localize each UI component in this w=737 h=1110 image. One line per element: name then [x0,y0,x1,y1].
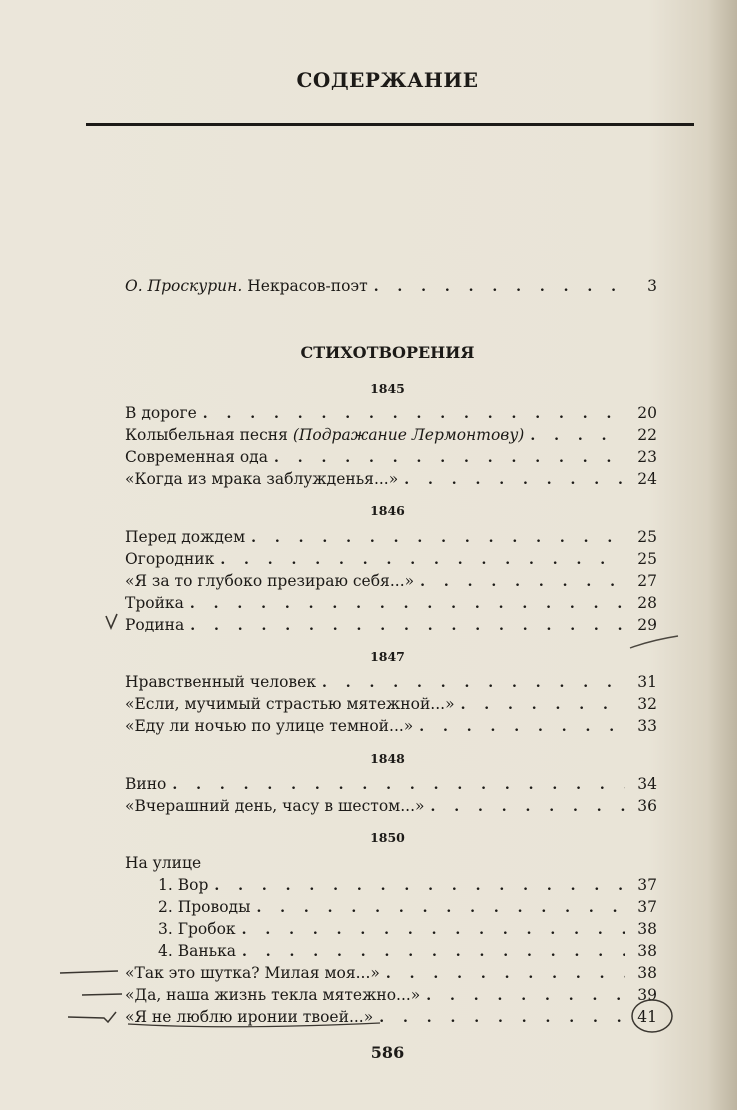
entry-title: 2. Проводы [158,898,251,916]
underline-mark [630,636,678,648]
page-ref: 3 [647,277,657,295]
entry-title: «Еду ли ночью по улице темной...» [125,717,414,735]
entry-title: «Так это шутка? Милая моя...» [125,964,380,982]
underline-mark [128,1023,380,1027]
entry-title: 1. Вор [158,876,209,894]
page-ref: 38 [637,920,657,938]
entry-title: «Я за то глубоко презираю себя...» [125,572,415,590]
entry-title: Родина [125,616,185,634]
checkmark-icon [106,614,117,628]
page-ref: 28 [637,594,657,612]
page-ref: 36 [637,797,657,815]
page-title: СОДЕРЖАНИЕ [296,68,479,92]
margin-dash [68,1012,116,1022]
circle-mark [632,1000,672,1032]
entry-subtitle: (Подражание Лермонтову) [292,426,525,444]
page-ref: 25 [637,550,657,568]
entry-title: 3. Гробок [158,920,236,938]
year-heading: 1845 [370,381,405,396]
page-ref: 25 [637,528,657,546]
entry-title: Колыбельная песня [125,426,288,444]
margin-dash [60,971,118,973]
entry-title: Перед дождем [125,528,246,546]
entry-title: «Да, наша жизнь текла мятежно...» [125,986,421,1004]
margin-dash [82,994,122,995]
entry-title: Вино [125,775,167,793]
year-heading: 1848 [370,751,405,766]
year-heading: 1847 [370,649,405,664]
page-ref: 33 [637,717,657,735]
page-number: 586 [370,1043,405,1062]
page-ref: 38 [637,964,657,982]
entry-title: «Если, мучимый страстью мятежной...» [125,695,455,713]
entry-title: На улице [125,854,202,872]
page-ref: 34 [637,775,657,793]
page-ref: 31 [637,673,657,691]
entry-title: В дороге [125,404,197,422]
page-ref: 24 [637,470,657,488]
page-ref: 29 [637,616,657,634]
entry-title: 4. Ванька [158,942,237,960]
year-heading: 1846 [370,503,405,518]
page-ref: 41 [637,1008,657,1026]
year-heading: 1850 [370,830,405,845]
page-ref: 27 [637,572,657,590]
page-ref: 32 [637,695,657,713]
intro-title: Некрасов-поэт [247,277,368,295]
entry-title: Огородник [125,550,215,568]
page-ref: 20 [637,404,657,422]
entry-title: «Я не люблю иронии твоей...» [125,1008,374,1026]
entry-title: Современная ода [125,448,268,466]
page-ref: 38 [637,942,657,960]
section-heading: СТИХОТВОРЕНИЯ [300,343,475,362]
page-ref: 37 [637,898,657,916]
page-ref: 22 [637,426,657,444]
entry-title: «Вчерашний день, часу в шестом...» [125,797,425,815]
entry-title: «Когда из мрака заблужденья...» [125,470,399,488]
intro-author: О. Проскурин. [125,277,243,295]
entry-title: Тройка [125,594,184,612]
page-ref: 39 [637,986,657,1004]
entry-title: Нравственный человек [125,673,317,691]
page-ref: 23 [637,448,657,466]
page-ref: 37 [637,876,657,894]
